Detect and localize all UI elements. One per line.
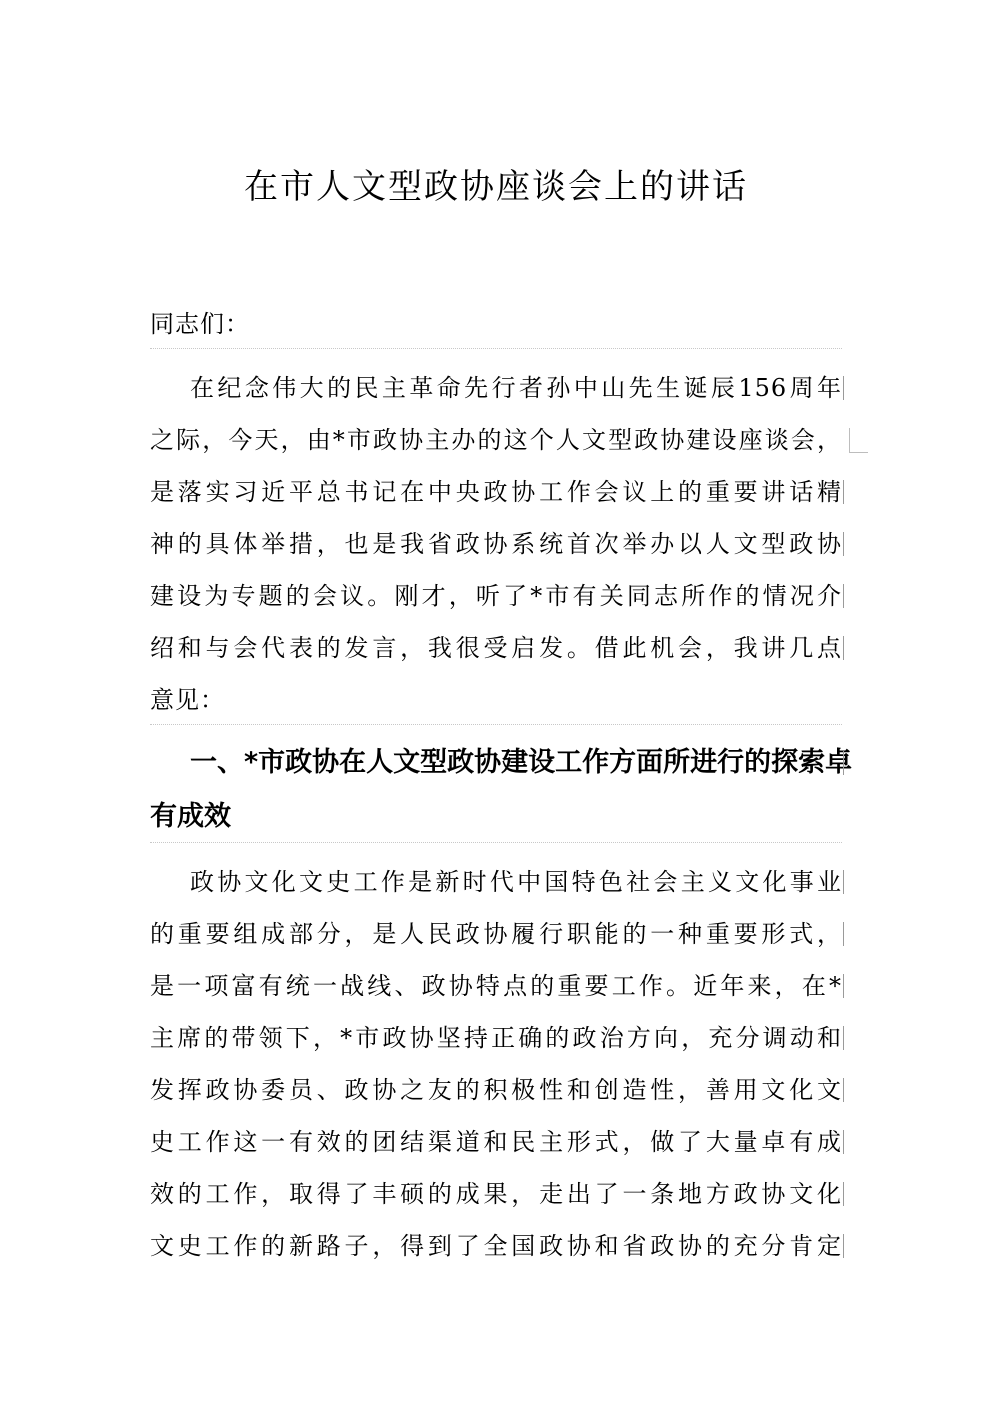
line-end-marker xyxy=(843,922,844,946)
paragraph-1 xyxy=(150,362,842,726)
line-end-marker xyxy=(843,1130,844,1154)
paragraph-line: 发挥政协委员、政协之友的积极性和创造性，善用文化文 xyxy=(150,1076,842,1104)
line-end-marker xyxy=(843,751,844,775)
paragraph-line: 在纪念伟大的民主革命先行者孙中山先生诞辰156周年 xyxy=(190,374,842,402)
line-end-marker xyxy=(843,974,844,998)
section-divider xyxy=(150,724,842,725)
paragraph-line: 意见： xyxy=(150,686,225,714)
section-divider xyxy=(150,348,842,349)
greeting-text: 同志们： xyxy=(150,310,250,338)
document-title: 在市人文型政协座谈会上的讲话 xyxy=(244,167,748,207)
paragraph-line: 的重要组成部分，是人民政协履行职能的一种重要形式， xyxy=(150,920,842,948)
line-end-marker xyxy=(843,376,844,400)
paragraph-line: 是落实习近平总书记在中央政协工作会议上的重要讲话精 xyxy=(150,478,842,506)
paragraph-line: 之际，今天，由*市政协主办的这个人文型政协建设座谈会， xyxy=(150,426,842,454)
section-heading xyxy=(150,736,853,844)
line-end-marker xyxy=(843,584,844,608)
paragraph-line: 效的工作，取得了丰硕的成果，走出了一条地方政协文化 xyxy=(150,1180,842,1208)
line-end-marker xyxy=(843,1234,844,1258)
section-divider xyxy=(150,842,842,843)
line-end-marker xyxy=(843,1026,844,1050)
heading-line: 一、*市政协在人文型政协建设工作方面所进行的探索卓 xyxy=(190,747,853,778)
paragraph-line: 政协文化文史工作是新时代中国特色社会主义文化事业 xyxy=(190,868,842,896)
paragraph-line: 文史工作的新路子，得到了全国政协和省政协的充分肯定 xyxy=(150,1232,842,1260)
line-end-marker xyxy=(843,636,844,660)
paragraph-line: 主席的带领下，*市政协坚持正确的政治方向，充分调动和 xyxy=(150,1024,842,1052)
greeting xyxy=(150,298,842,350)
line-end-marker xyxy=(843,480,844,504)
paragraph-2 xyxy=(150,856,842,1272)
line-end-marker xyxy=(843,1078,844,1102)
paragraph-line: 绍和与会代表的发言，我很受启发。借此机会，我讲几点 xyxy=(150,634,842,662)
line-end-marker xyxy=(843,532,844,556)
paragraph-line: 史工作这一有效的团结渠道和民主形式，做了大量卓有成 xyxy=(150,1128,842,1156)
line-end-marker xyxy=(843,870,844,894)
paragraph-line: 神的具体举措，也是我省政协系统首次举办以人文型政协 xyxy=(150,530,842,558)
heading-line: 有成效 xyxy=(150,801,231,832)
line-end-marker xyxy=(843,1182,844,1206)
line-end-marker xyxy=(849,428,868,453)
paragraph-line: 是一项富有统一战线、政协特点的重要工作。近年来，在* xyxy=(150,972,842,1000)
paragraph-line: 建设为专题的会议。刚才，听了*市有关同志所作的情况介 xyxy=(150,582,842,610)
